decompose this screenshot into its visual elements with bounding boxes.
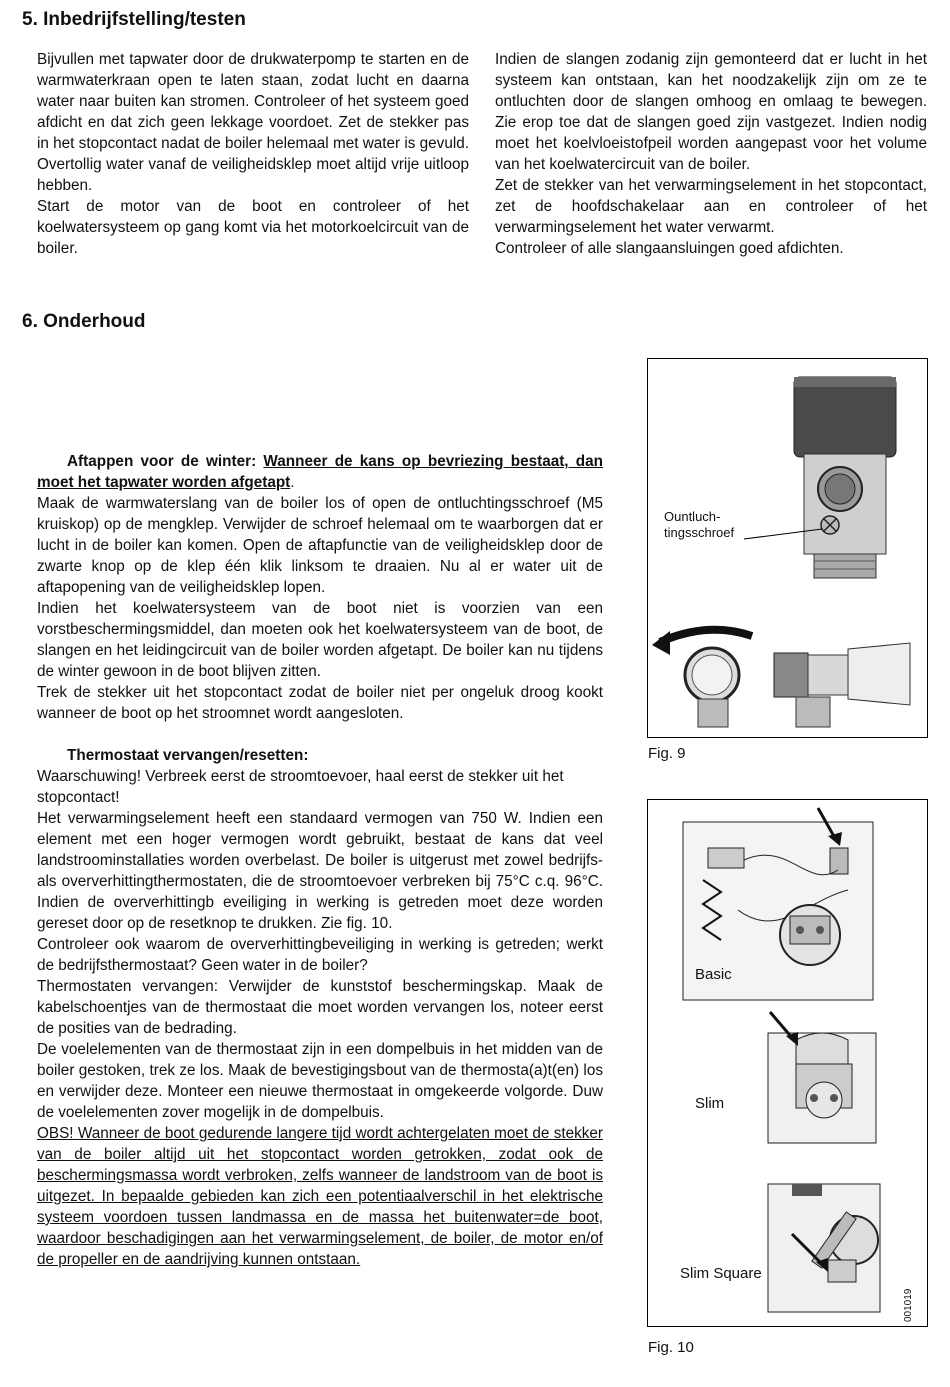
callout-label: [664, 509, 734, 541]
thermostat-illustration: [648, 800, 927, 1326]
callout-line: tingsschroef: [664, 525, 735, 540]
callout-line: Ountluch-: [664, 509, 721, 524]
fig-9-caption: Fig. 9: [648, 745, 686, 762]
mixing-valve-illustration: [648, 359, 927, 737]
label-slim-square: Slim Square: [680, 1265, 762, 1282]
fig-10-caption: Fig. 10: [648, 1339, 694, 1356]
winter-section: [37, 451, 603, 1270]
thermostat-title: Thermostaat vervangen/resetten:: [67, 747, 309, 764]
figure-9: [647, 358, 928, 738]
paragraph: Trek de stekker uit het stopcontact zodat de boiler niet per ongeluk droog kookt wanneer de boot op het stroomnet wordt aangesloten.: [37, 684, 603, 722]
obs-warning: OBS! Wanneer de boot gedurende langere tijd wordt achtergelaten moet de stekker van de boiler altijd uit het stopcontact worden getrokken, zodat ook de beschermingsmassa wordt verbroken, zelfs wanneer de landstroom van de boot is uitgezet. In bepaalde gebieden kan zich een potentiaalverschil in het elektrische systeem voordoen tussen landmassa en de massa het buitenwater=de boot, waardoor beschadigingen aan het verwarmingselement, de boiler, de motor en/of de propeller en de aandrijving kunnen ontstaan.: [37, 1125, 603, 1268]
paragraph: Indien het koelwatersysteem van de boot niet is voorzien van een vorstbeschermingsmiddel, dan moeten ook het koelwatersysteem van de boot, de slangen en het leidingcircuit van de boiler worden afgetapt. De boiler kan nu tijdens de winter gewoon in de boot blijven zitten.: [37, 600, 603, 680]
paragraph: Zet de stekker van het verwarmingselement in het stopcontact, zet de hoofdschakelaar aan en controleer of het verwarmingselement het water verwarmt.: [495, 177, 927, 236]
paragraph: Controleer ook waarom de oververhittingbeveiliging in werking is getreden; werkt de bedrijfsthermostaat? Geen water in de boiler?: [37, 936, 603, 974]
paragraph: Controleer of alle slangaansluingen goed afdichten.: [495, 240, 844, 257]
winter-title: Aftappen voor de winter:: [67, 453, 264, 470]
paragraph: Waarschuwing! Verbreek eerst de stroomtoevoer, haal eerst de stekker uit het stopcontact!: [37, 768, 564, 806]
paragraph: Maak de warmwaterslang van de boiler los of open de ontluchtingsschroef (M5 kruiskop) op de mengklep. Verwijder de schroef helemaal om te waarborgen dat er lucht in de boiler kan komen. Open de aftapfunctie van de veiligheidsklep door de zwarte knop op de klep één klik linksom te draaien. Nu al er water uit de aftapopening van de veiligheidsklep lopen.: [37, 495, 603, 596]
section-5-heading: 5. Inbedrijfstelling/testen: [22, 9, 246, 30]
paragraph: De voelelementen van de thermostaat zijn in een dompelbuis in het midden van de boiler gestoken, trek ze los. Maak de bevestigingsbout van de thermosta(a)t(en) los en verwijder deze. Monteer een nieuwe thermostaat in omgekeerde volgorde. Duw de voelelementen zover mogelijk in de dompelbuis.: [37, 1041, 603, 1121]
figure-code: 001019: [903, 1288, 914, 1322]
section-5-left-column: [37, 49, 469, 259]
paragraph: Start de motor van de boot en controleer of het koelwatersysteem op gang komt via het motorkoelcircuit van de boiler.: [37, 198, 469, 257]
winter-period: .: [290, 474, 295, 491]
label-basic: Basic: [695, 966, 732, 983]
paragraph: Indien de slangen zodanig zijn gemonteerd dat er lucht in het systeem kan ontstaan, kan het noodzakelijk zijn om ze te ontluchten door de slangen omhoog en omlaag te bewegen. Zie erop toe dat de slangen goed zijn vastgezet. Indien nodig moet het koelvloeistofpeil worden aangepast voor het volume van het koelwatercircuit van de boiler.: [495, 51, 927, 173]
winter-warning: Wanneer de kans op bevriezing bestaat, dan moet het tapwater worden afgetapt: [37, 453, 604, 491]
label-slim: Slim: [695, 1095, 725, 1112]
section-6-heading: 6. Onderhoud: [22, 311, 146, 332]
winter-title-line: [37, 451, 603, 493]
rotate-arrow-icon: [652, 631, 670, 655]
section-5-right-column: [495, 49, 927, 259]
paragraph: Het verwarmingselement heeft een standaard vermogen van 750 W. Indien een element met een hoger vermogen wordt gebruikt, bestaat de kans dat veel landstroominstallaties worden overbelast. De boiler is uitgerust met zowel bedrijfs- als oververhittingthermostaten, die de stroomtoevoer verbreken bij 75°C c.q. 96°C. Indien de oververhittingb eveiliging in werking is getreden moet deze worden gereset door op de resetknop te drukken. Zie fig. 10.: [37, 810, 603, 932]
paragraph: Bijvullen met tapwater door de drukwaterpomp te starten en de warmwaterkraan open te laten staan, zodat lucht en daarna water naar buiten kan stromen. Controleer of het systeem goed afdicht en dat zich geen lekkage voordoet. Zet de stekker pas in het stopcontact nadat de boiler helemaal met water is gevuld. Overtollig water vanaf de veiligheidsklep moet altijd vrije uitloop hebben.: [37, 51, 469, 194]
paragraph: Thermostaten vervangen: Verwijder de kunststof beschermingskap. Maak de kabelschoentjes van de thermostaat die moet worden vervangen los, noteer eerst de posities van de bedrading.: [37, 978, 603, 1037]
figure-10: [647, 799, 928, 1327]
